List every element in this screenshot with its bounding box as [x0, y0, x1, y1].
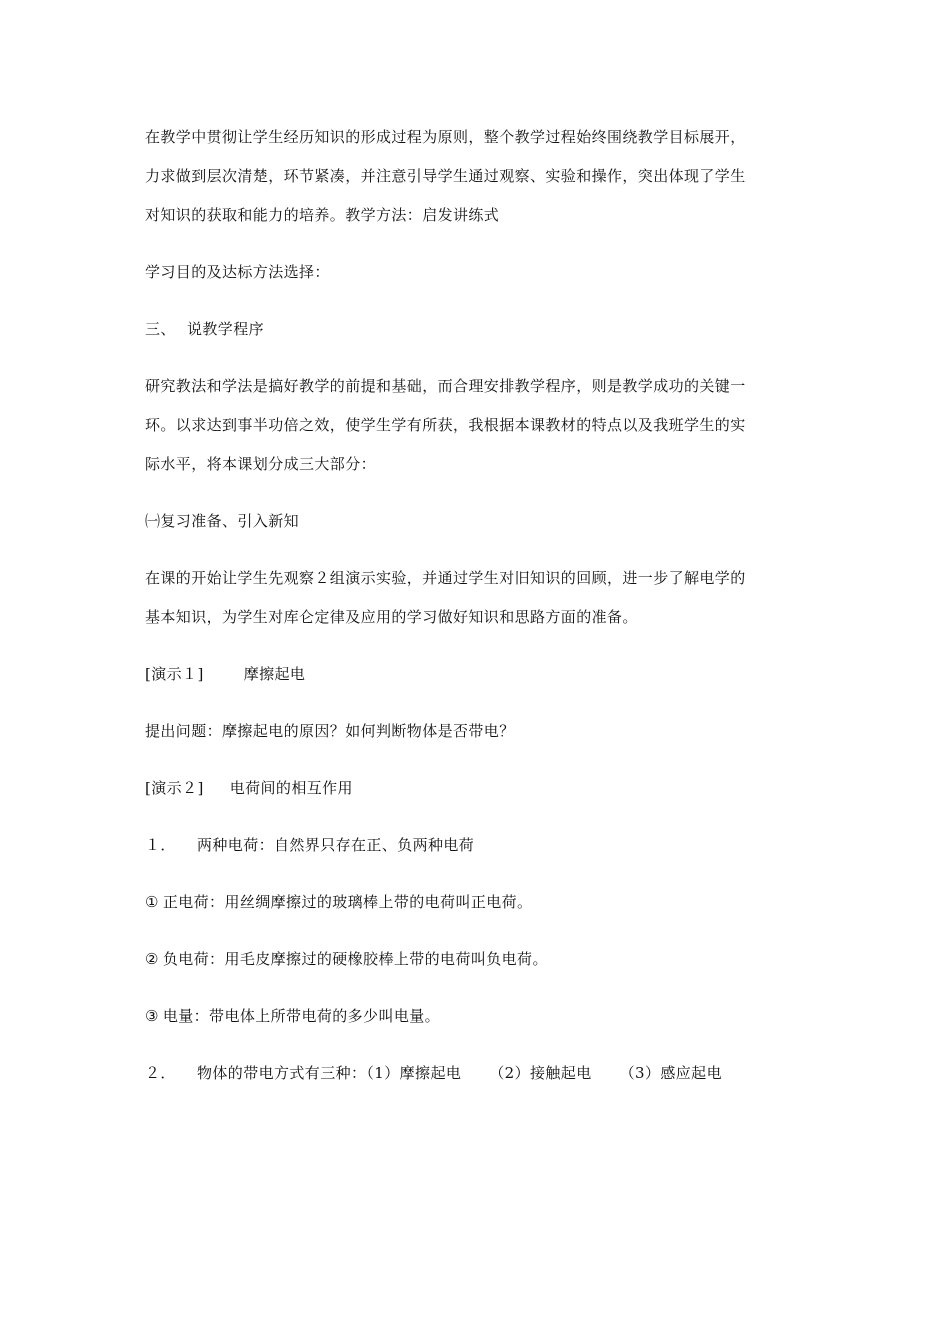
- item-1-number: １．: [145, 836, 176, 854]
- part1-title: ㈠复习准备、引入新知: [145, 512, 300, 530]
- research-line-3: 际水平，将本课划分成三大部分：: [145, 455, 377, 473]
- demo-2-line: [145, 769, 805, 808]
- intro-paragraph: [145, 118, 805, 235]
- item-2-text: 物体的带电方式有三种：: [197, 1064, 367, 1082]
- section-heading-3: [145, 310, 805, 349]
- intro-line-3: 对知识的获取和能力的培养。教学方法：启发讲练式: [145, 206, 500, 224]
- part1-line-2: 基本知识，为学生对库仑定律及应用的学习做好知识和思路方面的准备。: [145, 608, 638, 626]
- charge-quantity-text: 电量：带电体上所带电荷的多少叫电量。: [162, 1007, 441, 1025]
- charge-negative-text: 负电荷：用毛皮摩擦过的硬橡胶棒上带的电荷叫负电荷。: [162, 950, 548, 968]
- circled-number-1: ①: [145, 893, 159, 911]
- research-line-1: 研究教法和学法是搞好教学的前提和基础，而合理安排教学程序，则是教学成功的关键一: [145, 377, 746, 395]
- demo-1-line: [145, 655, 805, 694]
- demo-2-title: 电荷间的相互作用: [229, 779, 353, 797]
- section-number: 三、: [145, 320, 176, 338]
- demo-2-tag: [演示２]: [145, 779, 204, 797]
- circled-number-2: ②: [145, 950, 159, 968]
- circled-number-3: ③: [145, 1007, 159, 1025]
- method-friction: （1）摩擦起电: [366, 1064, 462, 1082]
- part1-line-1: 在课的开始让学生先观察２组演示实验，并通过学生对旧知识的回顾，进一步了解电学的: [145, 569, 746, 587]
- method-induction: （3）感应起电: [619, 1064, 722, 1082]
- demo-1-title: 摩擦起电: [243, 665, 306, 683]
- item-2-number: ２．: [145, 1064, 176, 1082]
- question-line: 提出问题：摩擦起电的原因？如何判断物体是否带电？: [145, 722, 515, 740]
- intro-line-1: 在教学中贯彻让学生经历知识的形成过程为原则，整个教学过程始终围绕教学目标展开，: [145, 128, 746, 146]
- item-1-line: [145, 826, 805, 865]
- document-body: [145, 118, 805, 1111]
- method-contact: （2）接触起电: [489, 1064, 592, 1082]
- research-line-2: 环。以求达到事半功倍之效，使学生学有所获，我根据本课教材的特点以及我班学生的实: [145, 416, 746, 434]
- intro-line-2: 力求做到层次清楚，环节紧凑，并注意引导学生通过观察、实验和操作，突出体现了学生: [145, 167, 746, 185]
- learning-goal-line: 学习目的及达标方法选择：: [145, 263, 330, 281]
- research-paragraph: [145, 367, 805, 484]
- charge-positive-line: [145, 883, 805, 922]
- section-title: 说教学程序: [187, 320, 265, 338]
- demo-1-tag: [演示１]: [145, 665, 204, 683]
- part1-paragraph: [145, 559, 805, 637]
- charge-positive-text: 正电荷：用丝绸摩擦过的玻璃棒上带的电荷叫正电荷。: [162, 893, 533, 911]
- item-1-text: 两种电荷：自然界只存在正、负两种电荷: [197, 836, 475, 854]
- charge-negative-line: [145, 940, 805, 979]
- charge-quantity-line: [145, 997, 805, 1036]
- item-2-line: [145, 1054, 805, 1093]
